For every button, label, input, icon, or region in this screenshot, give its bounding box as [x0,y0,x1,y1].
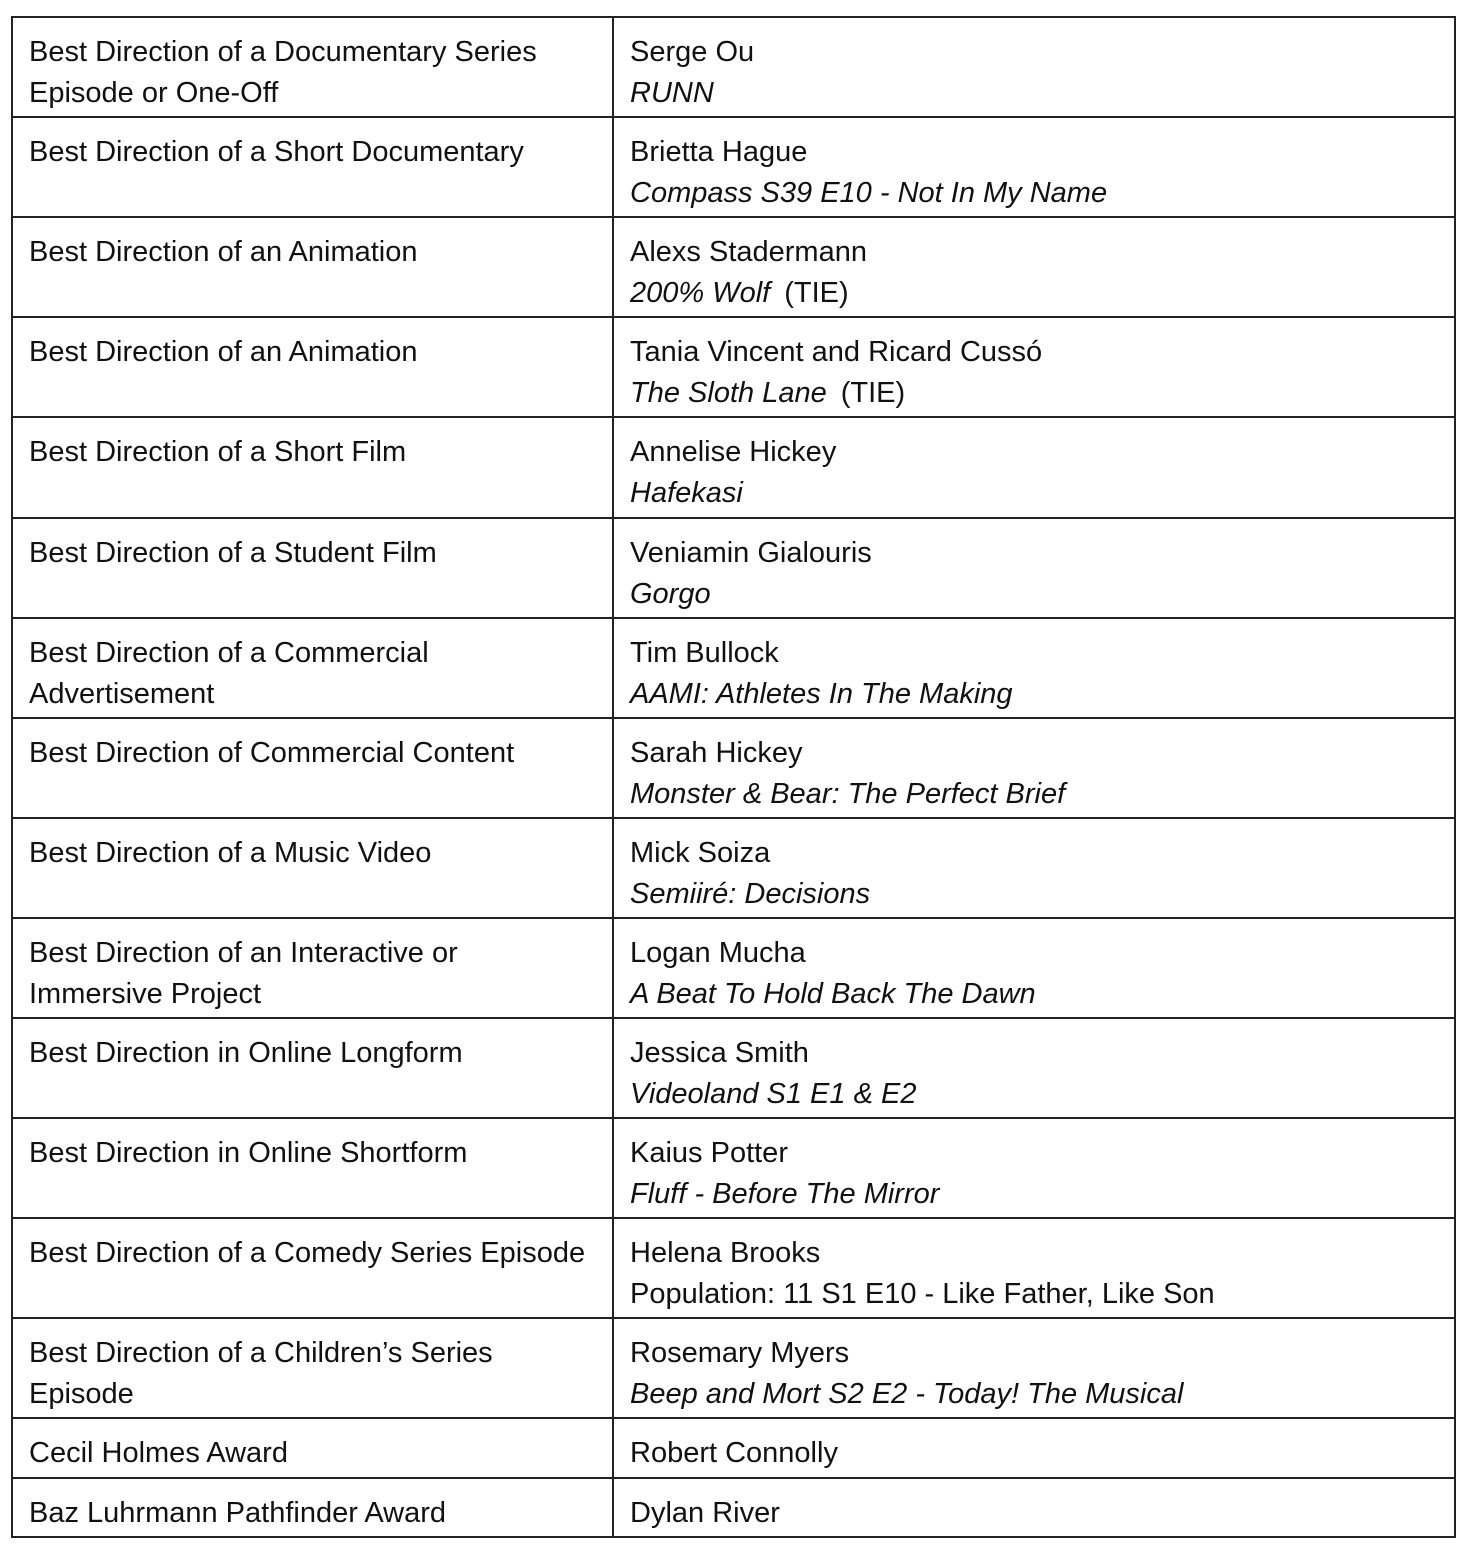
winning-work [630,974,1438,1015]
category-label: Best Direction of a Children’s Series Episode [29,1337,493,1410]
category-cell [12,718,613,818]
table-row [12,1478,1455,1537]
work-title: Beep and Mort S2 E2 - Today! The Musical [630,1378,1184,1410]
winner-cell [613,317,1455,417]
work-title: Compass S39 E10 - Not In My Name [630,177,1108,209]
awards-table-body [12,17,1455,1537]
category-cell [12,417,613,518]
winner-name: Tim Bullock [630,637,779,669]
category-label: Best Direction of a Short Documentary [29,136,524,168]
category-cell [12,317,613,417]
winning-work [630,1374,1438,1415]
category-cell [12,17,613,117]
winning-work [630,373,1438,414]
category-cell [12,818,613,918]
category-cell [12,518,613,618]
winner-cell [613,818,1455,918]
category-cell [12,1118,613,1218]
winning-work [630,473,1438,514]
winner-cell [613,1218,1455,1318]
winner-cell [613,1018,1455,1118]
work-title: AAMI: Athletes In The Making [630,678,1013,710]
category-cell [12,217,613,317]
table-row [12,117,1455,217]
category-label: Best Direction of a Student Film [29,537,437,569]
winner-name: Helena Brooks [630,1237,821,1269]
table-row [12,718,1455,818]
tie-note: (TIE) [784,277,849,309]
category-label: Best Direction of an Animation [29,236,418,268]
winner-cell [613,217,1455,317]
category-cell [12,117,613,217]
winner-name: Veniamin Gialouris [630,537,872,569]
table-row [12,1318,1455,1418]
winner-name: Brietta Hague [630,136,808,168]
tie-note: (TIE) [840,377,906,409]
winning-work [630,674,1438,715]
winner-cell [613,918,1455,1018]
winner-name: Mick Soiza [630,837,771,869]
winner-cell [613,117,1455,217]
category-label: Best Direction of Commercial Content [29,737,515,769]
table-row [12,1118,1455,1218]
category-label: Best Direction of a Commercial Advertisement [29,637,429,710]
winning-work [630,574,1438,615]
table-row [12,17,1455,117]
work-title: Hafekasi [630,477,743,509]
winner-name: Sarah Hickey [630,737,803,769]
table-row [12,918,1455,1018]
work-title: RUNN [630,77,714,109]
category-cell [12,1218,613,1318]
work-title: Gorgo [630,578,711,610]
category-cell [12,1018,613,1118]
category-label: Cecil Holmes Award [29,1437,288,1469]
category-label: Best Direction of a Music Video [29,837,432,869]
work-title: Population: 11 S1 E10 - Like Father, Like Son [630,1278,1215,1310]
category-label: Best Direction of a Documentary Series Episode or One-Off [29,36,537,109]
category-cell [12,1318,613,1418]
table-row [12,217,1455,317]
winner-cell [613,718,1455,818]
winner-name: Rosemary Myers [630,1337,850,1369]
category-label: Best Direction of a Comedy Series Episode [29,1237,586,1269]
winning-work [630,774,1438,815]
winner-name: Kaius Potter [630,1137,788,1169]
table-row [12,317,1455,417]
category-label: Baz Luhrmann Pathfinder Award [29,1497,447,1529]
category-label: Best Direction of a Short Film [29,436,407,468]
winner-cell [613,417,1455,518]
category-label: Best Direction in Online Longform [29,1037,463,1069]
work-title: Monster & Bear: The Perfect Brief [630,778,1066,810]
winning-work [630,874,1438,915]
winning-work [630,1174,1438,1215]
winner-name: Jessica Smith [630,1037,809,1069]
winning-work [630,1274,1438,1315]
table-row [12,417,1455,518]
category-label: Best Direction of an Animation [29,336,418,368]
winner-name: Annelise Hickey [630,436,837,468]
winner-name: Alexs Stadermann [630,236,867,268]
winner-name: Tania Vincent and Ricard Cussó [630,336,1043,368]
awards-table [11,16,1456,1538]
work-title: Fluff - Before The Mirror [630,1178,940,1210]
winning-work [630,73,1438,114]
winning-work [630,1074,1438,1115]
category-cell [12,918,613,1018]
winning-work [630,273,1438,314]
work-title: Videoland S1 E1 & E2 [630,1078,917,1110]
table-row [12,1218,1455,1318]
winner-cell [613,1118,1455,1218]
winner-cell [613,618,1455,718]
category-cell [12,1478,613,1537]
table-row [12,1418,1455,1478]
winner-cell [613,1478,1455,1537]
winner-cell [613,17,1455,117]
table-row [12,1018,1455,1118]
work-title: 200% Wolf [630,277,771,309]
winner-name: Serge Ou [630,36,755,68]
category-label: Best Direction of an Interactive or Immersive Project [29,937,458,1010]
table-row [12,818,1455,918]
work-title: The Sloth Lane [630,377,827,409]
category-cell [12,618,613,718]
work-title: Semiiré: Decisions [630,878,871,910]
winner-name: Dylan River [630,1497,780,1529]
winner-name: Logan Mucha [630,937,806,969]
table-row [12,618,1455,718]
winner-cell [613,1318,1455,1418]
winning-work [630,173,1438,214]
winner-cell [613,1418,1455,1478]
category-label: Best Direction in Online Shortform [29,1137,468,1169]
table-row [12,518,1455,618]
work-title: A Beat To Hold Back The Dawn [630,978,1036,1010]
category-cell [12,1418,613,1478]
winner-name: Robert Connolly [630,1437,838,1469]
winner-cell [613,518,1455,618]
